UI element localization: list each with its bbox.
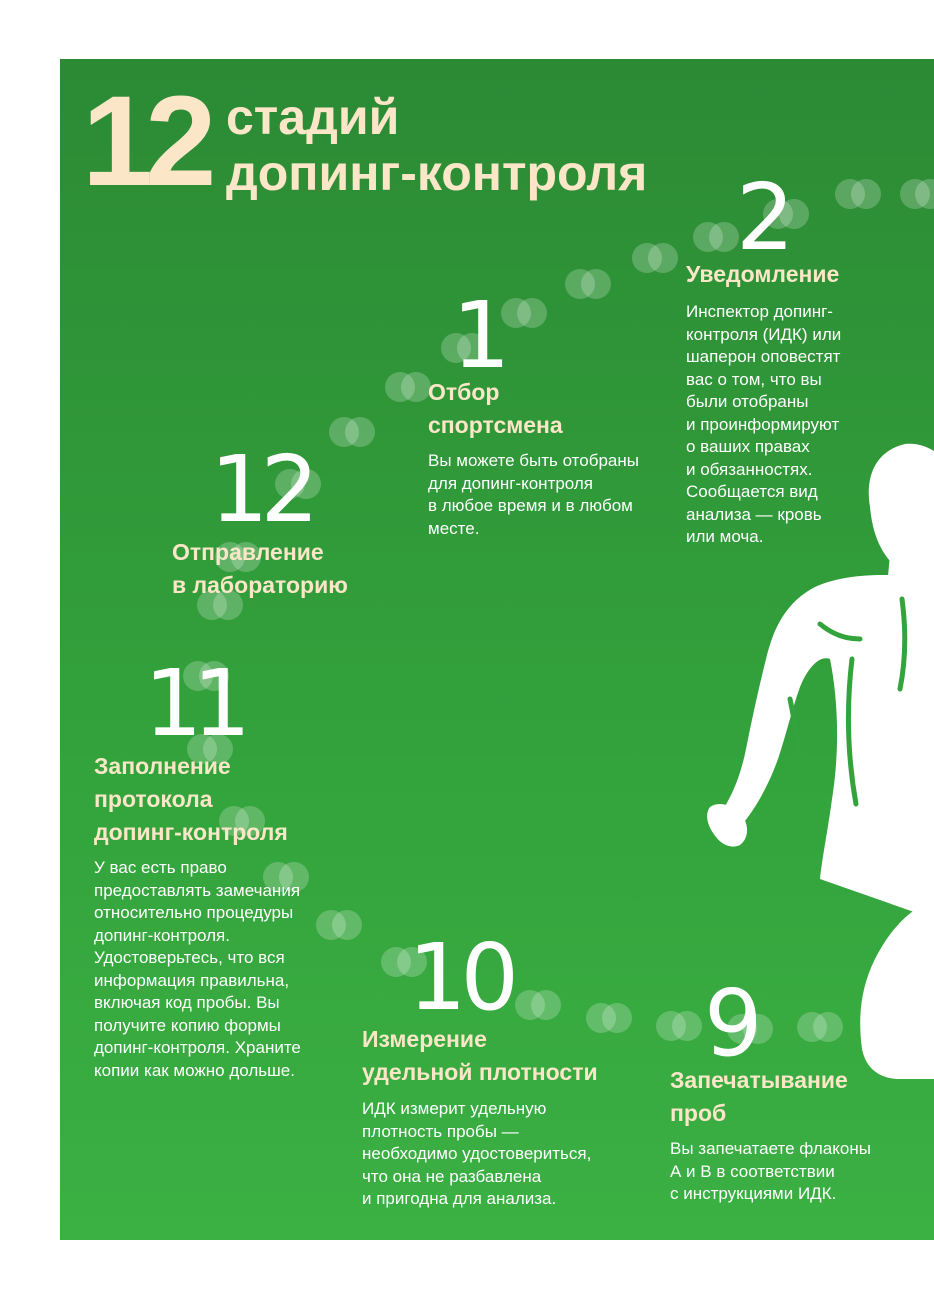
stage-2-text-line: были отобраны — [686, 392, 809, 411]
stage-2-title — [686, 258, 839, 291]
stage-11-number: 11 — [144, 650, 242, 757]
stage-2-text-line: или моча. — [686, 527, 764, 546]
stage-2-text-line: Инспектор допинг- — [686, 302, 833, 321]
stage-11-title-line: допинг-контроля — [94, 819, 288, 845]
stage-1-title — [428, 376, 563, 442]
stage-11-text-line: относительно процедуры — [94, 903, 294, 922]
stage-2-text-line: и обязанностях. — [686, 459, 813, 479]
stage-10-text-line: необходимо удостовериться, — [362, 1144, 592, 1163]
stage-1-title-line: Отбор — [428, 379, 500, 405]
title-number: 12 — [82, 70, 209, 213]
stage-11-title — [94, 750, 288, 849]
title-line-2: допинг-контроля — [226, 145, 648, 201]
stage-2-text-line: и проинформируют — [686, 414, 840, 434]
stage-11-text-line: У вас есть право — [94, 858, 227, 877]
stage-1-text-line: Вы можете быть отобраны — [428, 451, 639, 470]
stage-10-number: 10 — [408, 924, 514, 1031]
stage-9-text-line: Вы запечатаете флаконы — [670, 1139, 871, 1158]
stage-11-text-line: включая код пробы. Вы — [94, 993, 280, 1012]
stage-2-text-line: шаперон оповестят — [686, 347, 841, 366]
stage-1-text-line: в любое время и в любом — [428, 496, 633, 515]
stage-11-text-line: Удостоверьтесь, что вся — [94, 948, 285, 967]
stage-1-number: 1 — [452, 282, 511, 389]
stage-1-description — [428, 450, 639, 540]
stage-10-title-line: Измерение — [362, 1026, 487, 1052]
stage-12-title-line: Отправление — [172, 539, 324, 565]
stage-2-text-line: Сообщается вид — [686, 482, 818, 501]
stage-12-title-line: в лабораторию — [172, 572, 348, 598]
stage-10-title-line: удельной плотности — [362, 1059, 598, 1085]
stage-2-text-line: о ваших правах — [686, 437, 810, 456]
stage-2-number: 2 — [736, 164, 795, 271]
stage-9-text-line: с инструкциями ИДК. — [670, 1184, 837, 1203]
title-line-1: стадий — [226, 89, 400, 145]
stage-10-text-line: что она не разбавлена — [362, 1166, 542, 1186]
stage-11-text-line: информация правильна, — [94, 970, 290, 990]
stage-9-text-line: А и В в соответствии — [670, 1161, 835, 1181]
stage-2-text-line: вас о том, что вы — [686, 369, 822, 389]
stage-10-text-line: ИДК измерит удельную — [362, 1099, 547, 1118]
stage-11-text-line: копии как можно дольше. — [94, 1060, 295, 1080]
stage-11-text-line: допинг-контроля. — [94, 925, 230, 945]
stage-11-title-line: протокола — [94, 786, 213, 812]
stage-2-title-line: Уведомление — [686, 261, 840, 287]
stage-9-number: 9 — [704, 970, 763, 1077]
stage-10-text-line: и пригодна для анализа. — [362, 1189, 557, 1208]
stage-10-description — [362, 1098, 591, 1211]
stage-9-title-line: Запечатывание — [670, 1067, 848, 1093]
stage-2-text-line: контроля (ИДК) или — [686, 324, 842, 344]
stage-2-description — [686, 301, 841, 549]
stage-12-number: 12 — [210, 436, 312, 543]
stage-11-description — [94, 857, 301, 1082]
stage-10-text-line: плотность пробы — — [362, 1121, 519, 1141]
stage-10-title — [362, 1023, 598, 1089]
stage-9-title-line: проб — [670, 1100, 727, 1126]
stage-11-text-line: допинг-контроля. Храните — [94, 1038, 301, 1057]
stage-11-title-line: Заполнение — [94, 753, 231, 779]
stage-1-text-line: для допинг-контроля — [428, 473, 594, 493]
stage-1-text-line: месте. — [428, 518, 480, 538]
stage-2-text-line: анализа — кровь — [686, 504, 822, 524]
stage-9-title — [670, 1064, 848, 1130]
stage-11-text-line: получите копию формы — [94, 1015, 281, 1035]
stage-9-description — [670, 1138, 871, 1206]
stage-12-title — [172, 536, 348, 602]
stage-11-text-line: предоставлять замечания — [94, 880, 301, 900]
stage-1-title-line: спортсмена — [428, 412, 563, 438]
